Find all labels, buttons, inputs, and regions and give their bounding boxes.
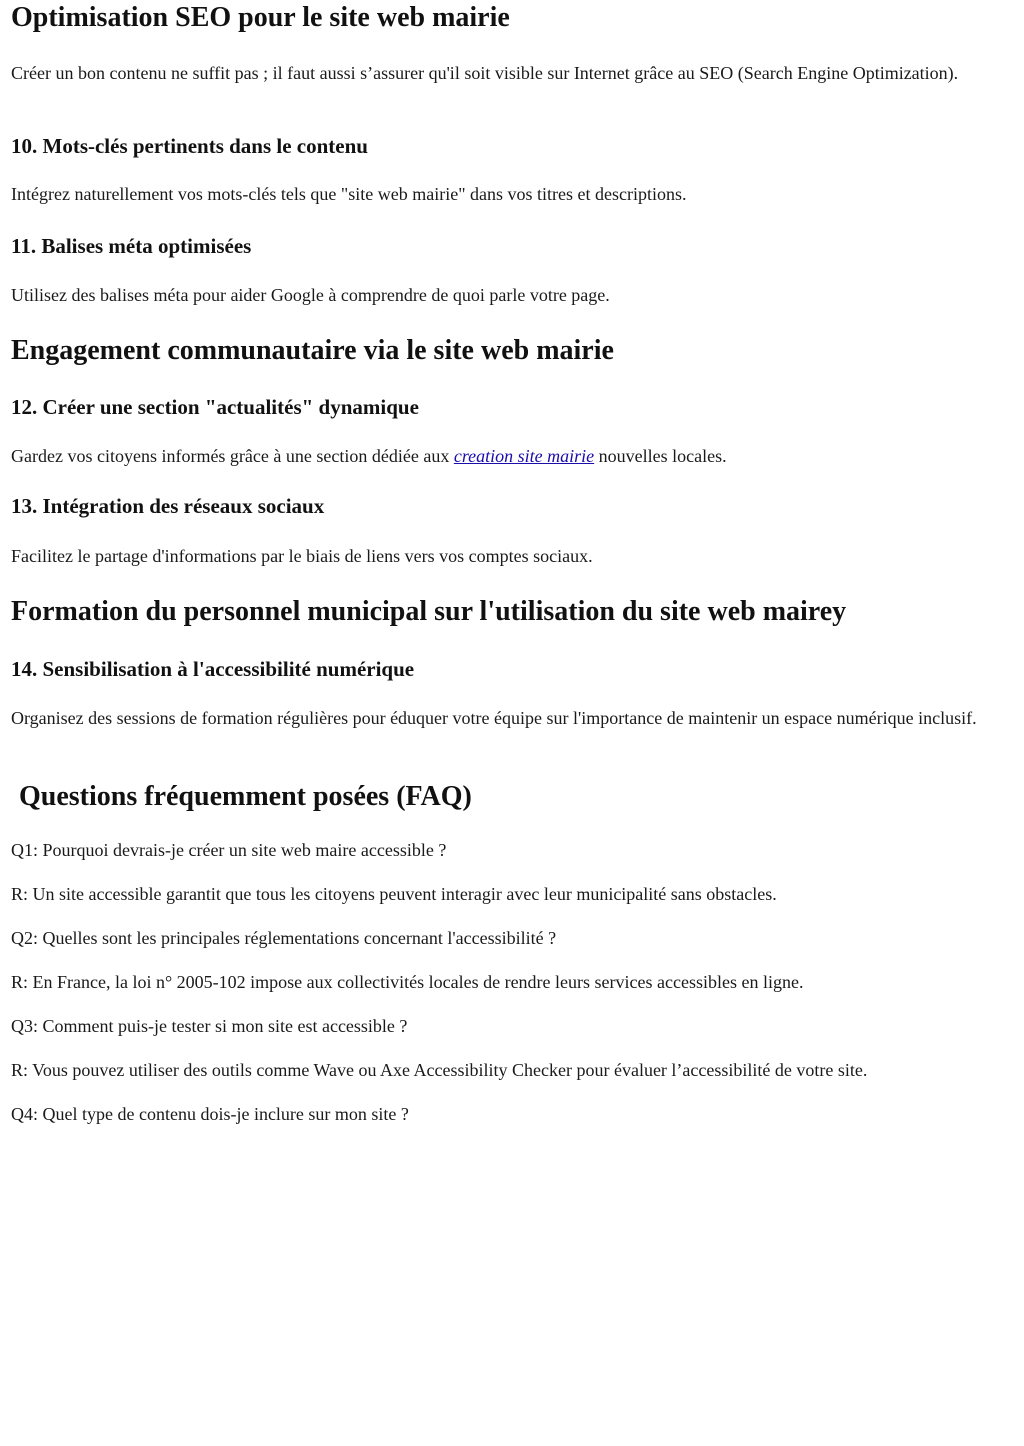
- paragraph-item-12-text-before: Gardez vos citoyens informés grâce à une section dédiée aux: [11, 446, 454, 466]
- heading-item-11: 11. Balises méta optimisées: [11, 234, 252, 258]
- creation-site-mairie-link[interactable]: creation site mairie: [453, 446, 595, 466]
- section-title-seo: Optimisation SEO pour le site web mairie: [11, 2, 510, 33]
- section-title-formation: Formation du personnel municipal sur l'utilisation du site web mairey: [11, 596, 847, 627]
- faq-question-1: Q1: Pourquoi devrais-je créer un site web maire accessible ?: [11, 840, 447, 860]
- heading-item-14: 14. Sensibilisation à l'accessibilité numérique: [11, 657, 415, 681]
- faq-answer-1: R: Un site accessible garantit que tous les citoyens peuvent interagir avec leur municipalité sans obstacles.: [11, 884, 777, 904]
- heading-item-12: 12. Créer une section "actualités" dynamique: [11, 395, 419, 419]
- paragraph-item-11: Utilisez des balises méta pour aider Google à comprendre de quoi parle votre page.: [11, 285, 610, 305]
- heading-item-10: 10. Mots-clés pertinents dans le contenu: [11, 134, 368, 158]
- faq-question-2: Q2: Quelles sont les principales réglementations concernant l'accessibilité ?: [11, 928, 557, 948]
- faq-answer-3: R: Vous pouvez utiliser des outils comme Wave ou Axe Accessibility Checker pour évaluer l’accessibilité de votre site.: [11, 1060, 868, 1080]
- section-title-engagement: Engagement communautaire via le site web mairie: [11, 335, 614, 366]
- paragraph-item-14: Organisez des sessions de formation régulières pour éduquer votre équipe sur l'importance de maintenir un espace numérique inclusif.: [11, 708, 977, 728]
- faq-question-3: Q3: Comment puis-je tester si mon site est accessible ?: [11, 1016, 408, 1036]
- faq-answer-2: R: En France, la loi n° 2005-102 impose aux collectivités locales de rendre leurs services accessibles en ligne.: [11, 972, 804, 992]
- paragraph-item-10: Intégrez naturellement vos mots-clés tels que "site web mairie" dans vos titres et descriptions.: [11, 184, 687, 204]
- heading-item-13: 13. Intégration des réseaux sociaux: [11, 494, 325, 518]
- section-title-faq: Questions fréquemment posées (FAQ): [19, 781, 472, 812]
- paragraph-item-12: [11, 445, 1011, 468]
- paragraph-item-13: Facilitez le partage d'informations par le biais de liens vers vos comptes sociaux.: [11, 546, 593, 566]
- paragraph-item-12-text-after: nouvelles locales.: [594, 446, 727, 466]
- faq-question-4: Q4: Quel type de contenu dois-je inclure sur mon site ?: [11, 1104, 409, 1124]
- seo-intro-paragraph: Créer un bon contenu ne suffit pas ; il faut aussi s’assurer qu'il soit visible sur Internet grâce au SEO (Search Engine Optimization).: [11, 63, 959, 83]
